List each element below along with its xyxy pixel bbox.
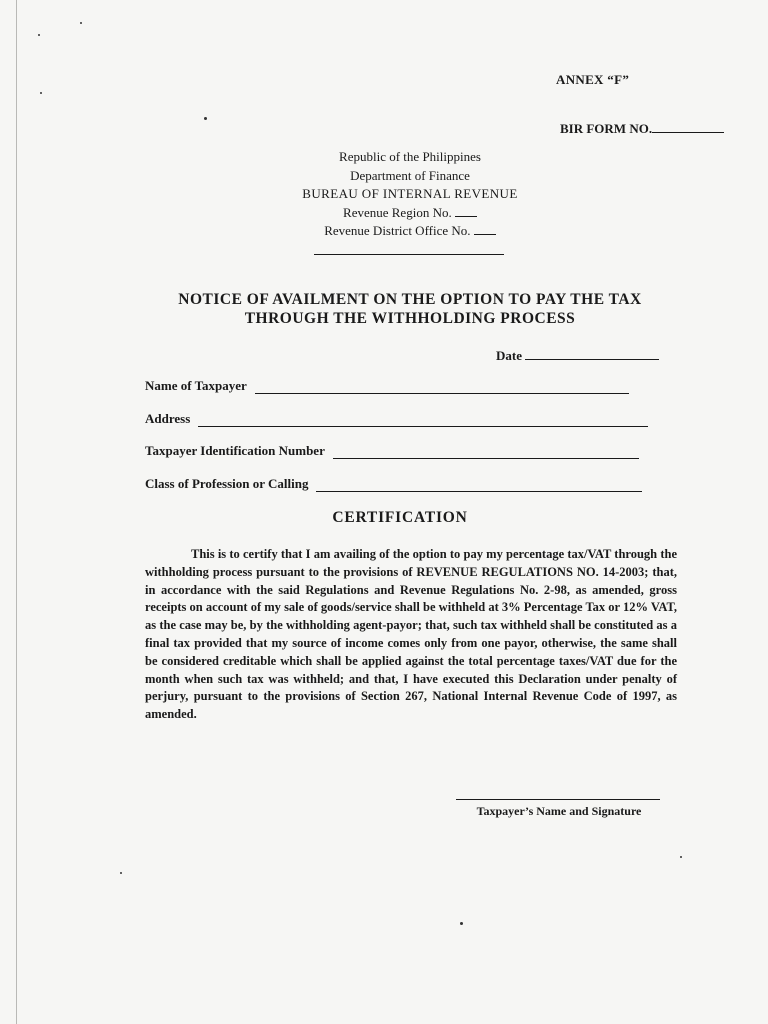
annex-label: ANNEX “F” bbox=[556, 72, 630, 87]
date-blank bbox=[525, 347, 659, 360]
taxpayer-name-field bbox=[145, 378, 629, 394]
header-republic: Republic of the Philippines bbox=[339, 149, 481, 164]
bir-form-number bbox=[560, 120, 724, 137]
header-district bbox=[270, 222, 550, 241]
scan-speck bbox=[680, 856, 682, 858]
header-district-label: Revenue District Office No. bbox=[324, 223, 471, 238]
scan-speck bbox=[38, 34, 40, 36]
scan-edge-line bbox=[16, 0, 17, 1024]
profession-blank bbox=[316, 479, 642, 492]
tin-field bbox=[145, 443, 639, 459]
header-region-label: Revenue Region No. bbox=[343, 204, 452, 220]
tin-blank bbox=[333, 446, 639, 459]
address-label: Address bbox=[145, 411, 191, 426]
scan-speck bbox=[120, 872, 122, 874]
header-region bbox=[270, 204, 550, 223]
scan-speck bbox=[460, 922, 463, 925]
address-blank bbox=[198, 414, 648, 427]
district-blank bbox=[474, 223, 496, 235]
signature-line bbox=[456, 799, 660, 800]
address-field bbox=[145, 411, 648, 427]
header-bureau: BUREAU OF INTERNAL REVENUE bbox=[302, 186, 518, 201]
certification-heading: CERTIFICATION bbox=[332, 509, 468, 526]
date-field bbox=[496, 347, 659, 364]
scan-speck bbox=[80, 22, 82, 24]
profession-label: Class of Profession or Calling bbox=[145, 476, 309, 491]
tin-label: Taxpayer Identification Number bbox=[145, 443, 325, 458]
scan-speck bbox=[204, 117, 207, 120]
scan-speck bbox=[40, 92, 42, 94]
header-rule bbox=[314, 254, 504, 255]
bir-form-blank bbox=[652, 120, 724, 133]
date-label: Date bbox=[496, 348, 522, 363]
certification-body: This is to certify that I am availing of the option to pay my percentage tax/VAT through the withholding process pursuant to the provisions of REVENUE REGULATIONS NO. 14-2003; that, in accordance with the said Regulations and Revenue Regulations No. 2-98, as amended, gross receipts on account of my sale of goods/service shall be withheld at 3% Percentage Tax or 12% VAT, as the case may be, by the withholding agent-payor; that, such tax withheld shall be constituted as a final tax provided that my source of income comes only from one payor, otherwise, the same shall be considered creditable which shall be applied against the total percentage taxes/VAT due for the month when such tax was withheld; and that, I have executed this Declaration under penalty of perjury, pursuant to the provisions of Section 267, National Internal Revenue Code of 1997, as amended. bbox=[145, 547, 677, 722]
header-department: Department of Finance bbox=[350, 167, 470, 183]
region-blank bbox=[455, 205, 477, 217]
notice-title-line2: THROUGH THE WITHHOLDING PROCESS bbox=[244, 310, 576, 327]
notice-title-line1: NOTICE OF AVAILMENT ON THE OPTION TO PAY THE TAX bbox=[178, 291, 642, 308]
bir-form-label: BIR FORM NO. bbox=[560, 121, 653, 136]
notice-title bbox=[120, 290, 700, 328]
taxpayer-name-label: Name of Taxpayer bbox=[145, 378, 247, 393]
signature-label: Taxpayer’s Name and Signature bbox=[476, 804, 642, 818]
profession-field bbox=[145, 476, 642, 492]
taxpayer-name-blank bbox=[255, 381, 629, 394]
agency-header bbox=[270, 148, 550, 241]
